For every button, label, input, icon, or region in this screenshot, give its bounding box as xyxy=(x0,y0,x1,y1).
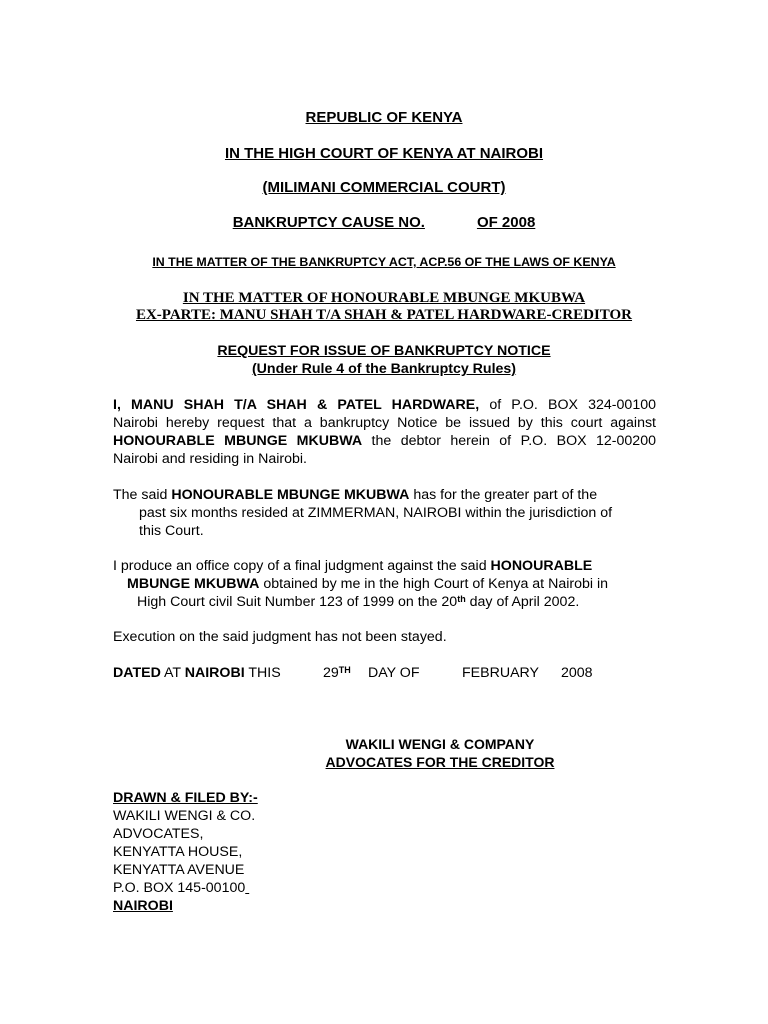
paragraph-judgment xyxy=(113,557,656,611)
dated-label: DATED xyxy=(113,665,161,681)
paragraph-request xyxy=(113,396,656,468)
applicant-name: I, MANU SHAH T/A SHAH & PATEL HARDWARE, xyxy=(113,397,480,413)
day-ordinal: TH xyxy=(338,665,351,675)
para2-debtor-name: HONOURABLE MBUNGE MKUBWA xyxy=(171,487,410,503)
request-subtitle: (Under Rule 4 of the Bankruptcy Rules) xyxy=(251,361,517,377)
exparte-heading: EX-PARTE: MANU SHAH T/A SHAH & PATEL HARDWARE-CREDITOR xyxy=(135,307,633,323)
court-heading: IN THE HIGH COURT OF KENYA AT NAIROBI xyxy=(224,145,544,162)
debtor-name: HONOURABLE MBUNGE MKUBWA xyxy=(113,433,363,449)
pobox-underline xyxy=(245,880,249,896)
signature-role: ADVOCATES FOR THE CREDITOR xyxy=(325,754,555,770)
para3-bold2: MBUNGE MKUBWA xyxy=(127,576,260,592)
drawn-filed-block xyxy=(113,789,258,915)
para2-pre: The said xyxy=(113,487,172,503)
dated-this: THIS xyxy=(244,665,281,681)
para3-line1 xyxy=(113,557,656,575)
para1-line1 xyxy=(113,396,656,414)
paragraph-execution: Execution on the said judgment has not been stayed. xyxy=(113,629,447,645)
para3-pre: I produce an office copy of a final judgment against the said xyxy=(113,558,491,574)
dated-day xyxy=(323,664,351,682)
signature-firm: WAKILI WENGI & COMPANY xyxy=(345,736,535,752)
act-heading: IN THE MATTER OF THE BANKRUPTCY ACT, ACP.56 OF THE LAWS OF KENYA xyxy=(152,255,616,269)
applicant-address: of P.O. BOX 324-00100 xyxy=(479,397,656,413)
para2-rest: has for the greater part of the xyxy=(409,487,598,503)
matter-heading: IN THE MATTER OF HONOURABLE MBUNGE MKUBWA xyxy=(182,290,586,306)
para1-line4: Nairobi and residing in Nairobi. xyxy=(113,451,307,467)
drawn-line: WAKILI WENGI & CO. xyxy=(113,808,256,824)
division-heading: (MILIMANI COMMERCIAL COURT) xyxy=(262,179,506,196)
dated-line xyxy=(0,664,768,684)
dated-place xyxy=(113,664,281,682)
cause-heading xyxy=(0,214,768,231)
dated-month: FEBRUARY xyxy=(462,665,539,681)
cause-prefix: BANKRUPTCY CAUSE NO. xyxy=(232,214,425,231)
para2-line1 xyxy=(113,486,656,504)
para3-date: day of April 2002. xyxy=(465,594,580,610)
drawn-pobox xyxy=(113,879,258,897)
cause-suffix: OF 2008 xyxy=(476,214,536,231)
request-title: REQUEST FOR ISSUE OF BANKRUPTCY NOTICE xyxy=(217,343,551,359)
para2-line2: past six months resided at ZIMMERMAN, NAIROBI within the jurisdiction of xyxy=(139,505,613,521)
para3-line2 xyxy=(113,575,656,593)
dated-year: 2008 xyxy=(561,665,593,681)
drawn-heading: DRAWN & FILED BY:- xyxy=(113,790,258,806)
para1-line3 xyxy=(113,432,656,450)
pobox-text: P.O. BOX 145-00100 xyxy=(113,880,246,896)
day-number: 29 xyxy=(323,665,339,681)
para3-bold1: HONOURABLE xyxy=(490,558,593,574)
dated-day-word: DAY OF xyxy=(368,665,420,681)
dated-at: AT xyxy=(160,665,185,681)
para3-suit: High Court civil Suit Number 123 of 1999 on the 20 xyxy=(137,594,458,610)
para3-rest: obtained by me in the high Court of Kenya at Nairobi in xyxy=(259,576,608,592)
drawn-city: NAIROBI xyxy=(113,898,173,914)
drawn-line: KENYATTA HOUSE, xyxy=(113,844,243,860)
dated-city: NAIROBI xyxy=(184,665,245,681)
drawn-line: KENYATTA AVENUE xyxy=(113,862,245,878)
para3-line3 xyxy=(113,593,656,611)
para3-ordinal: th xyxy=(457,594,466,604)
para2-line3: this Court. xyxy=(139,523,204,539)
republic-heading: REPUBLIC OF KENYA xyxy=(305,109,463,126)
paragraph-residence xyxy=(113,486,656,540)
para1-line2: Nairobi hereby request that a bankruptcy Notice be issued by this court against xyxy=(113,415,656,431)
debtor-address: the debtor herein of P.O. BOX 12-00200 xyxy=(362,433,656,449)
drawn-line: ADVOCATES, xyxy=(113,826,204,842)
